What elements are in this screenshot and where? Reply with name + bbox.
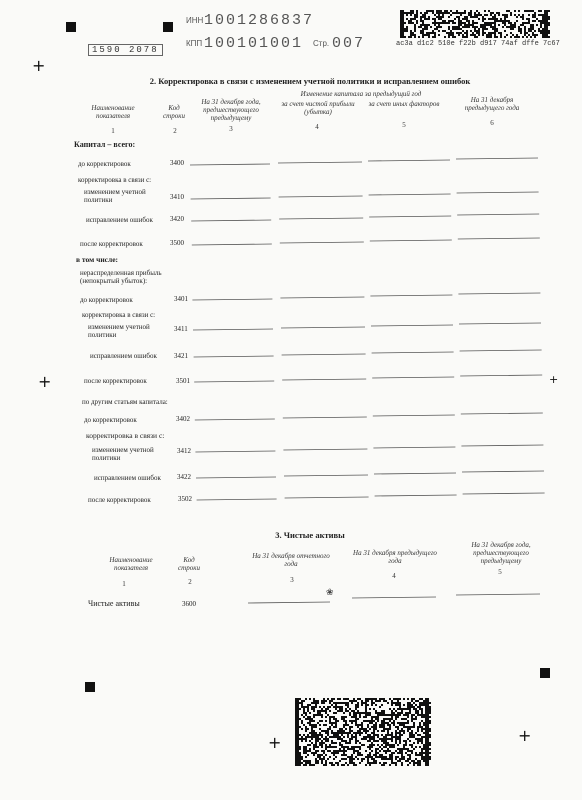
row-code-3421: 3421	[174, 352, 188, 360]
ink-smudge-icon: ❀	[326, 587, 334, 597]
row-label-other-items: по другим статьям капитала:	[82, 398, 168, 406]
row-code-3400: 3400	[170, 159, 184, 167]
row-code-3422: 3422	[177, 473, 191, 481]
row-label-adj: корректировка в связи с:	[86, 431, 165, 440]
col-header-31dec: На 31 декабря года, предшествующего предыдущему	[201, 98, 261, 122]
section3-title: 3. Чистые активы	[275, 530, 345, 540]
col-header-name: Наименование показателя	[91, 104, 135, 120]
section2-title: 2. Корректировка в связи с изменением учетной политики и исправлением ошибок	[149, 76, 471, 86]
col-header-code: Код строки	[163, 104, 185, 120]
col-header-other: за счет иных факторов	[368, 100, 440, 108]
row-label-policy: изменением учетной политики	[92, 446, 154, 462]
col-header-prev: На 31 декабря предыдущего года	[464, 96, 520, 112]
row-label-net-assets: Чистые активы	[88, 599, 140, 608]
kpp-value: 100101001	[204, 35, 304, 52]
crosshair-mark: +	[549, 373, 559, 386]
s3-col-header-prev: На 31 декабря предыдущего года	[353, 549, 437, 565]
row-label-policy: изменением учетной политики	[88, 323, 150, 339]
row-label-adj: корректировка в связи с:	[78, 176, 152, 184]
row-code-3412: 3412	[177, 447, 191, 455]
row-label-policy: изменением учетной политики	[84, 188, 146, 204]
row-code-3402: 3402	[176, 415, 190, 423]
row-code-3420: 3420	[170, 215, 184, 223]
col-num: 6	[490, 119, 494, 127]
row-label-adj: корректировка в связи с:	[82, 311, 156, 319]
col-num: 4	[315, 123, 319, 131]
row-label-before: до корректировок	[78, 160, 131, 168]
row-code-3410: 3410	[170, 193, 184, 201]
row-code-3401: 3401	[174, 295, 188, 303]
col-header-net-profit: за счет чистой прибыли (убытка)	[281, 100, 355, 116]
s3-col-header-reporting: На 31 декабря отчетного года	[252, 552, 330, 568]
row-including: в том числе:	[76, 255, 119, 264]
row-code-3502: 3502	[178, 495, 192, 503]
page-number: 007	[332, 35, 366, 52]
inn-label: ИНН	[186, 16, 204, 25]
row-label-errors: исправлением ошибок	[90, 352, 157, 360]
row-label-after: после корректировок	[88, 496, 151, 504]
col-num: 1	[111, 127, 115, 135]
col-num: 5	[498, 568, 502, 576]
row-code-3500: 3500	[170, 239, 184, 247]
row-label-after: после корректировок	[84, 377, 147, 385]
s3-col-header-code: Код строки	[178, 556, 200, 572]
crosshair-mark: +	[38, 372, 52, 391]
crosshair-mark: +	[268, 733, 282, 752]
kpp-label: КПП	[186, 39, 203, 48]
row-code-3411: 3411	[174, 325, 188, 333]
row-code-3600: 3600	[182, 600, 196, 608]
row-code-3501: 3501	[176, 377, 190, 385]
col-header-change-group: Изменение капитала за предыдущий год	[300, 90, 422, 98]
pdf417-barcode-bottom	[295, 698, 431, 766]
crosshair-mark: +	[518, 726, 532, 745]
row-capital-total: Капитал – всего:	[74, 140, 136, 149]
col-num: 3	[290, 576, 294, 584]
form-code: 1590 2078	[88, 44, 163, 56]
row-label-before: до корректировок	[80, 296, 133, 304]
page-label: Стр.	[313, 39, 330, 48]
barcode-caption: ac3a d1c2 510e f22b d917 74af dffe 7c67	[396, 40, 560, 48]
col-num: 3	[229, 125, 233, 133]
s3-col-header-before-prev: На 31 декабря года, предшествующего предыдущему	[471, 541, 531, 565]
s3-col-header-name: Наименование показателя	[109, 556, 153, 572]
row-label-before: до корректировок	[84, 416, 137, 424]
row-label-retained: нераспределенная прибыль (непокрытый убыток):	[80, 269, 162, 285]
col-num: 5	[402, 121, 406, 129]
crosshair-mark: +	[32, 56, 46, 75]
col-num: 4	[392, 572, 396, 580]
col-num: 1	[122, 580, 126, 588]
row-label-errors: исправлением ошибок	[86, 216, 153, 224]
col-num: 2	[173, 127, 177, 135]
inn-value: 1001286837	[204, 12, 315, 29]
row-label-after: после корректировок	[80, 240, 143, 248]
row-label-errors: исправлением ошибок	[94, 474, 161, 482]
col-num: 2	[188, 578, 192, 586]
